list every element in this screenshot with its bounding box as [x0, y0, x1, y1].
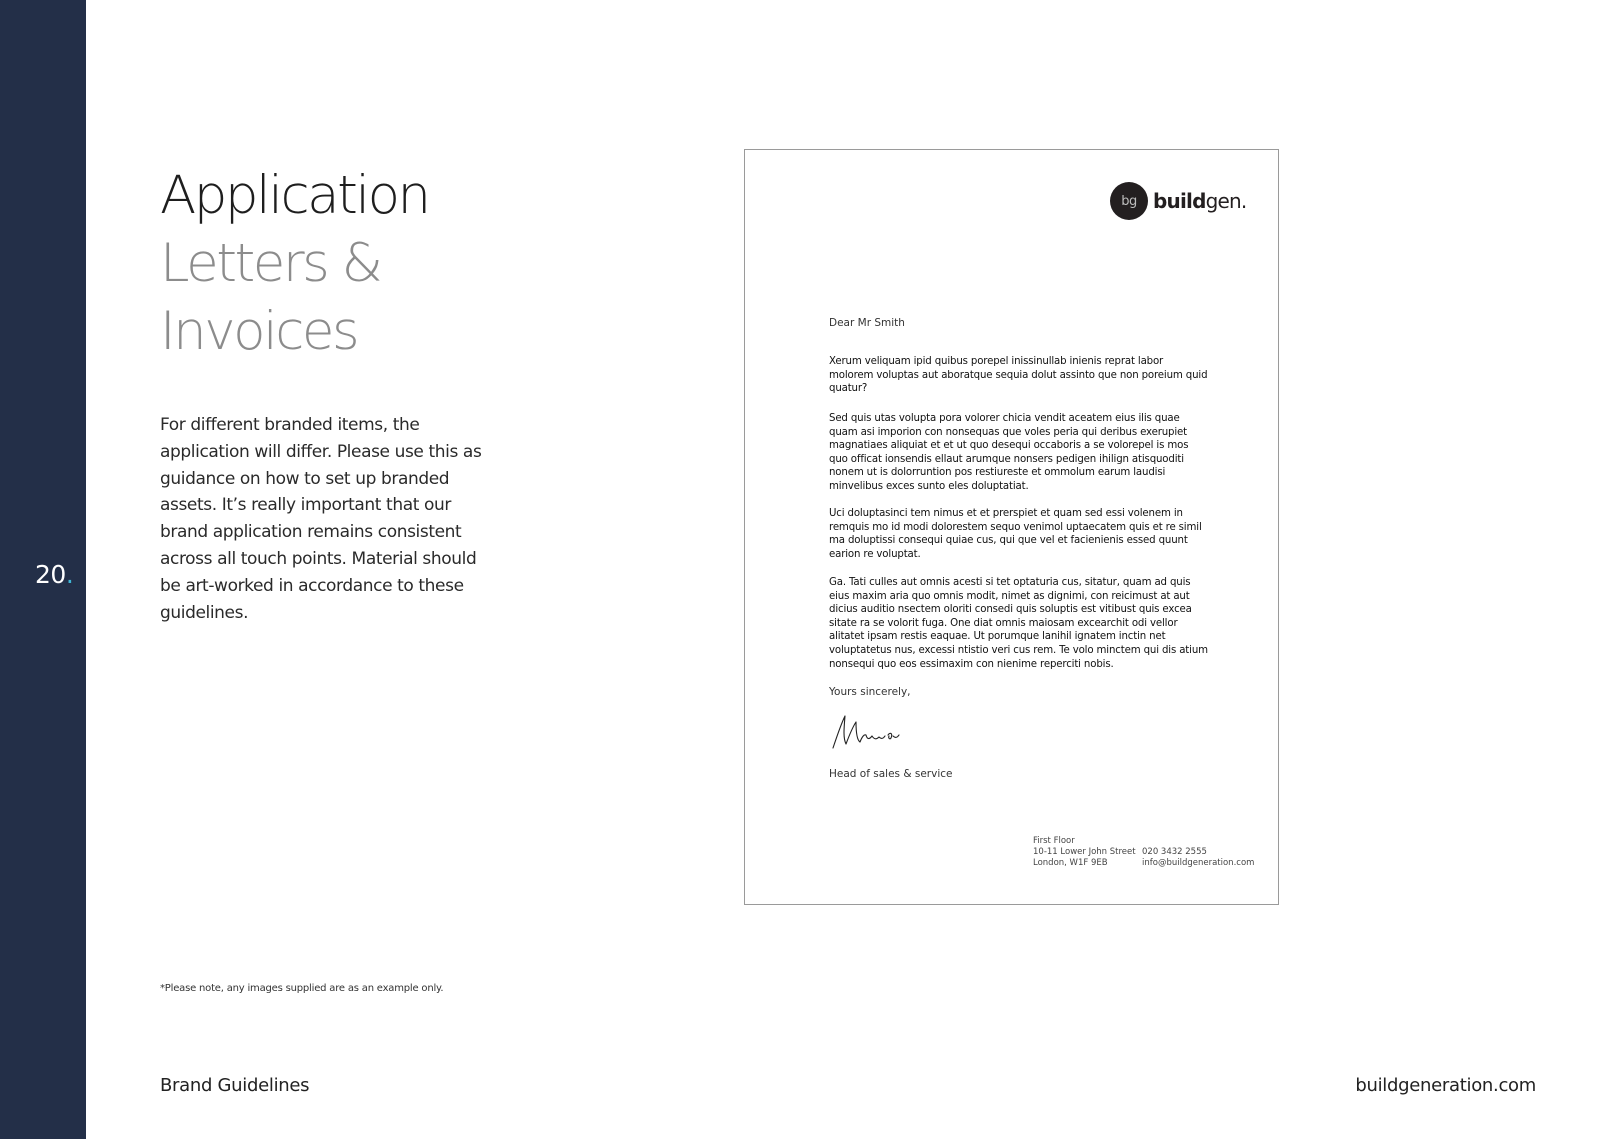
logo-word-bold: build	[1153, 189, 1206, 213]
letter-contact	[1142, 847, 1254, 869]
letter-signoff: Yours sincerely,	[829, 686, 911, 698]
contact-phone: 020 3432 2555	[1142, 847, 1207, 857]
letter-paragraph: Ga. Tati culles aut omnis acesti si tet optaturia cus, sitatur, quam ad quis eius maxim aria quo omnis modit, nimet as dignimi, con reicimust at aut dicius auditio nsectem oloriti consedi quis soluptis est vitibust quis excea sitate ra se volorit fuga. One diat omnis maiosam excearchit odi vellor alitatet ipsam restis eaquae. Ut porumque lanihil ignatem inctin net voluptatetus nus, excessi ntistio veri cus rem. Te volo minctem qui dis atium nonsequi quo eos essimaxim con nienime reperciti nobis.	[829, 577, 1208, 670]
page-title	[160, 162, 429, 366]
letter-paragraph: Xerum veliquam ipid quibus porepel inissinullab inienis reprat labor molorem voluptas aut aboratque sequia dolut assinto que non poreium quid quatur?	[829, 356, 1208, 395]
buildgen-logo	[1110, 181, 1246, 221]
page-number-value: 20	[35, 560, 66, 589]
address-line: London, W1F 9EB	[1033, 858, 1108, 868]
letter-paragraph: Sed quis utas volupta pora volorer chicia vendit aceatem eius ilis quae quam asi imporion con nonsequas que voles peria qui deribus exerupiet magnatiaes aliquiat et et ut quo desequi occaboris a se volorepel is mos quo officat ionsendis ellaut arumque nonsers pedigen ihilign atisquoditi nonem ut is dolorruntion pos restiureste et ommolum earum laudisi minvelibus exces sunto eles doluptatiat.	[829, 413, 1189, 492]
title-line-3: Invoices	[160, 301, 358, 362]
contact-email: info@buildgeneration.com	[1142, 858, 1255, 868]
letter-address	[1033, 836, 1136, 869]
letter-salutation: Dear Mr Smith	[829, 317, 905, 329]
signature-image	[827, 710, 907, 754]
letter-mockup	[744, 149, 1279, 905]
logo-mark: bg	[1110, 182, 1148, 220]
footer-website: buildgeneration.com	[1355, 1075, 1536, 1096]
page-number	[35, 560, 73, 589]
image-disclaimer: *Please note, any images supplied are as an example only.	[160, 983, 444, 994]
title-line-1: Application	[160, 165, 429, 226]
title-line-2: Letters &	[160, 233, 381, 294]
intro-paragraph: For different branded items, the application will differ. Please use this as guidance on how to set up branded assets. It’s really important that our brand application remains consistent across all touch points. Material should be art-worked in accordance to these guidelines.	[160, 415, 482, 623]
logo-wordmark	[1153, 189, 1246, 213]
address-line: First Floor	[1033, 836, 1075, 846]
footer-document-title: Brand Guidelines	[160, 1075, 310, 1096]
letter-paragraph: Uci doluptasinci tem nimus et et prerspiet et quam sed essi volenem in remquis mo id modi dolorestem sequo venimol uptaecatem quis et re simil ma doluptissi consequi quiae cus, qui que vel et facienienis essed quunt earion re voluptat.	[829, 508, 1202, 560]
address-line: 10-11 Lower John Street	[1033, 847, 1136, 857]
logo-word-light: gen.	[1205, 189, 1247, 213]
page-number-dot: .	[65, 560, 74, 589]
signatory-title: Head of sales & service	[829, 768, 953, 780]
